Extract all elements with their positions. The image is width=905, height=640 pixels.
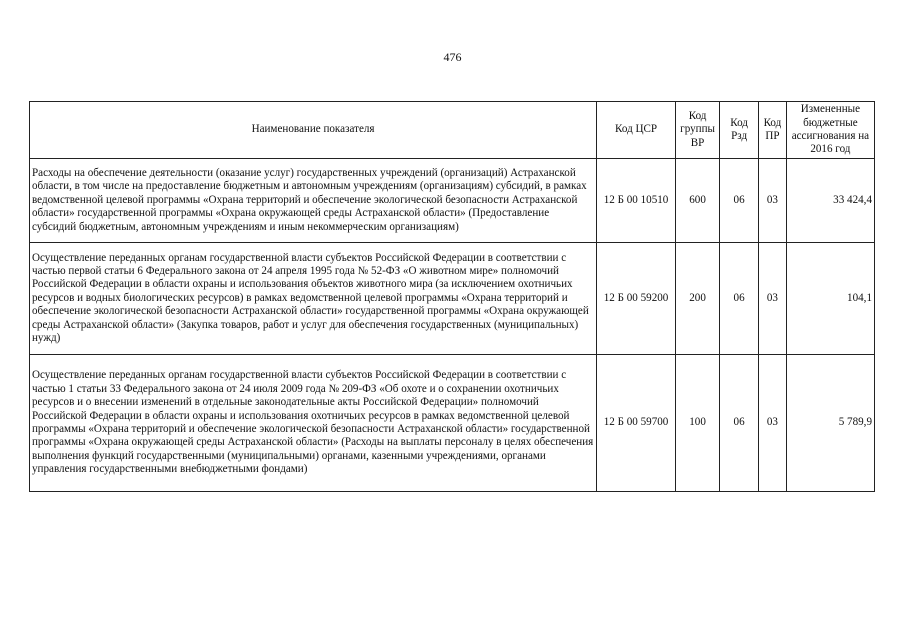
table-row [30,355,875,492]
table-header [30,102,875,159]
row-amount: 5 789,9 [786,355,874,492]
table-row [30,159,875,243]
header-row [30,102,875,159]
header-csr-code: Код ЦСР [597,102,676,159]
page-number: 476 [443,50,462,64]
header-name: Наименование показателя [30,102,597,159]
row-name: Расходы на обеспечение деятельности (оказание услуг) государственных учреждений (организаций) Астраханской области, в том числе на предоставление бюджетным и автономным учреждениям (организациям) субсидий, в рамках ведомственной целевой программы «Охрана территорий и обеспечение экологической безопасности Астраханской области» государственной программы «Охрана окружающей среды Астраханской области» (Предоставление субсидий бюджетным, автономным учреждениям и иным некоммерческим организациям) [30,159,597,243]
row-csr-code: 12 Б 00 59200 [597,243,676,355]
header-vr-code: Код группы ВР [676,102,720,159]
header-amount: Измененные бюджетные ассигнования на 2016 год [786,102,874,159]
row-csr-code: 12 Б 00 10510 [597,159,676,243]
row-vr-code: 100 [676,355,720,492]
header-rzd-code: Код Рзд [720,102,759,159]
row-pr-code: 03 [759,355,787,492]
table-row [30,243,875,355]
row-vr-code: 600 [676,159,720,243]
row-pr-code: 03 [759,243,787,355]
row-csr-code: 12 Б 00 59700 [597,355,676,492]
header-pr-code: Код ПР [759,102,787,159]
row-rzd-code: 06 [720,355,759,492]
row-rzd-code: 06 [720,243,759,355]
budget-table [29,101,875,492]
row-name: Осуществление переданных органам государственной власти субъектов Российской Федерации в соответствии с частью 1 статьи 33 Федерального закона от 24 июля 2009 года № 209-ФЗ «Об охоте и о сохранении охотничьих ресурсов и о внесении изменений в отдельные законодательные акты Российской Федерации» полномочий Российской Федерации в области охраны и использования охотничьих ресурсов в рамках ведомственной целевой программы «Охрана территорий и обеспечение экологической безопасности Астраханской области» государственной программы «Охрана окружающей среды Астраханской области» (Расходы на выплаты персоналу в целях обеспечения выполнения функций государственными (муниципальными) органами, казенными учреждениями, органами управления государственными внебюджетными фондами) [30,355,597,492]
table-body [30,159,875,492]
row-vr-code: 200 [676,243,720,355]
row-amount: 104,1 [786,243,874,355]
row-pr-code: 03 [759,159,787,243]
row-name: Осуществление переданных органам государственной власти субъектов Российской Федерации в соответствии с частью первой статьи 6 Федерального закона от 24 апреля 1995 года № 52-ФЗ «О животном мире» полномочий Российской Федерации в области охраны и использования объектов животного мира (за исключением охотничьих ресурсов и водных биологических ресурсов) в рамках ведомственной целевой программы «Охрана территорий и обеспечение экологической безопасности Астраханской области» государственной программы «Охрана окружающей среды Астраханской области» (Закупка товаров, работ и услуг для обеспечения государственных (муниципальных) нужд) [30,243,597,355]
row-rzd-code: 06 [720,159,759,243]
row-amount: 33 424,4 [786,159,874,243]
